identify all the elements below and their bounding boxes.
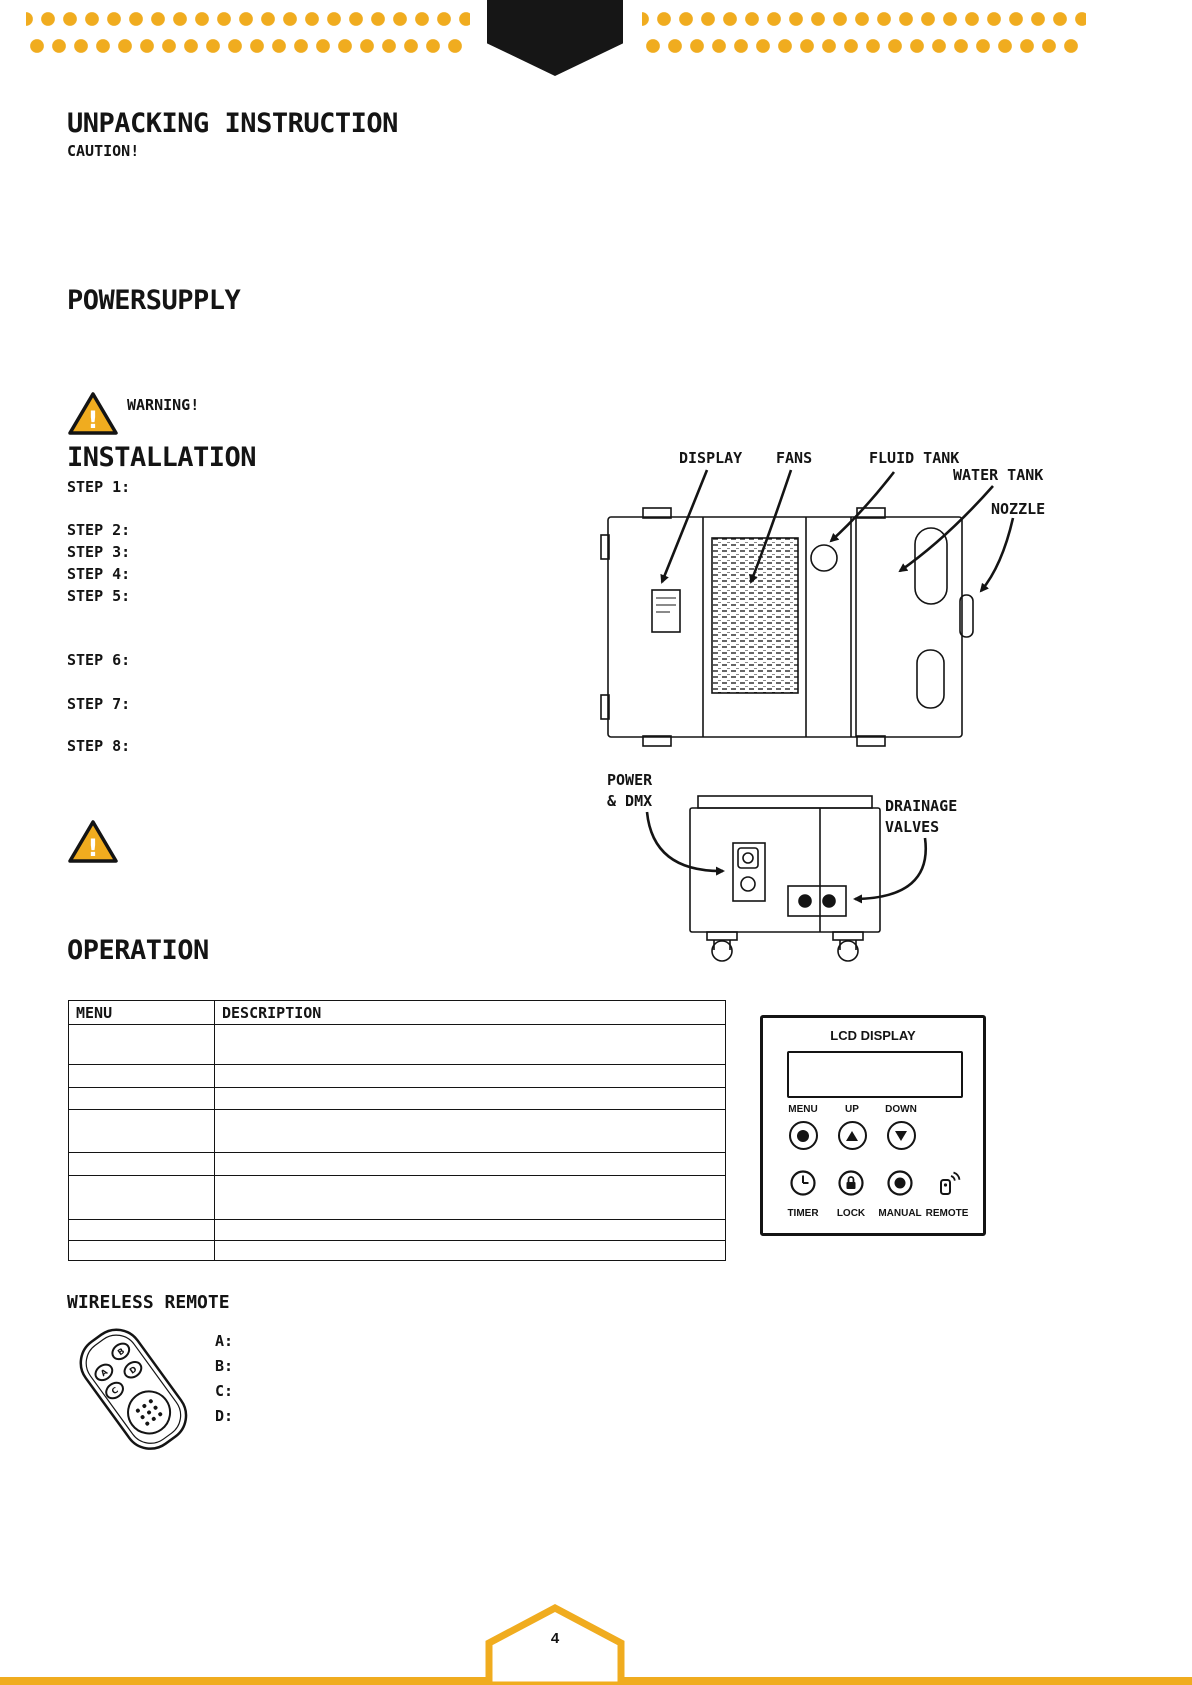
menu-button-dot xyxy=(797,1130,809,1142)
label-display: DISPLAY xyxy=(679,449,743,467)
warning-icon xyxy=(66,390,120,437)
machine-rear-view xyxy=(690,796,880,961)
remote-legend-a: A: xyxy=(215,1332,234,1350)
label-fluid-tank: FLUID TANK xyxy=(869,449,960,467)
step-label-8: STEP 8: xyxy=(67,737,131,755)
table-row xyxy=(69,1241,726,1261)
table-row xyxy=(69,1065,726,1088)
section-title-wireless-remote: WIRELESS REMOTE xyxy=(67,1292,230,1313)
arrow-power-dmx xyxy=(647,812,723,871)
label-water-tank: WATER TANK xyxy=(953,466,1044,484)
up-button xyxy=(838,1121,867,1150)
machine-diagrams xyxy=(595,440,1060,970)
caster-wheel xyxy=(838,941,858,961)
table-header-row xyxy=(69,1001,726,1025)
dots-right xyxy=(642,8,1086,60)
step-label-6: STEP 6: xyxy=(67,651,131,669)
step-label-7: STEP 7: xyxy=(67,695,131,713)
remote-legend-b: B: xyxy=(215,1357,234,1375)
section-title-unpacking: UNPACKING INSTRUCTION xyxy=(67,108,398,139)
remote-signal-icon xyxy=(932,1168,962,1198)
timer-button-label: TIMER xyxy=(787,1208,819,1219)
timer-clock-icon xyxy=(788,1168,818,1198)
lcd-screen xyxy=(787,1051,963,1098)
menu-table xyxy=(68,1000,726,1261)
display-panel xyxy=(652,590,680,632)
down-button-label: DOWN xyxy=(885,1104,917,1115)
section-title-operation: OPERATION xyxy=(67,935,209,966)
remote-button-c: C xyxy=(109,1385,120,1397)
arrow-display xyxy=(662,470,707,582)
label-power-dmx: POWER & DMX xyxy=(607,771,653,810)
lock-icon xyxy=(836,1168,866,1198)
down-arrow-icon xyxy=(895,1131,907,1141)
warning-label: WARNING! xyxy=(127,396,200,414)
table-row xyxy=(69,1110,726,1153)
warning-exclamation: ! xyxy=(87,406,99,434)
warning-icon xyxy=(66,818,120,865)
remote-legend-c: C: xyxy=(215,1382,234,1400)
step-label-3: STEP 3: xyxy=(67,543,131,561)
label-fans: FANS xyxy=(776,449,813,467)
control-panel-diagram xyxy=(760,1015,986,1236)
remote-legend-d: D: xyxy=(215,1407,234,1425)
up-arrow-icon xyxy=(846,1131,858,1141)
label-nozzle: NOZZLE xyxy=(991,500,1046,518)
step-label-2: STEP 2: xyxy=(67,521,131,539)
rear-view-arrows xyxy=(647,812,926,899)
wireless-remote-image xyxy=(46,1318,221,1463)
remote-button-b: B xyxy=(115,1346,127,1358)
table-row xyxy=(69,1220,726,1241)
lcd-display-label: LCD DISPLAY xyxy=(830,1028,916,1043)
menu-button-label: MENU xyxy=(788,1104,818,1115)
step-label-5: STEP 5: xyxy=(67,587,131,605)
arrow-fluid-tank xyxy=(831,472,894,541)
remote-button-label: REMOTE xyxy=(925,1208,969,1219)
manual-button-icon xyxy=(885,1168,915,1198)
step-label-1: STEP 1: xyxy=(67,478,131,496)
drainage-panel-shape xyxy=(788,886,846,916)
top-banner-shape xyxy=(487,0,623,76)
arrow-drainage xyxy=(855,838,926,899)
label-drainage-valves: DRAINAGE VALVES xyxy=(885,797,958,836)
arrow-nozzle xyxy=(981,518,1013,591)
remote-button-a: A xyxy=(99,1367,110,1379)
manual-button-label: MANUAL xyxy=(878,1208,922,1219)
table-row xyxy=(69,1088,726,1110)
step-label-4: STEP 4: xyxy=(67,565,131,583)
lock-button-label: LOCK xyxy=(836,1208,866,1219)
remote-button-d: D xyxy=(127,1364,139,1376)
dots-left xyxy=(26,8,470,60)
machine-front-view xyxy=(601,508,973,746)
down-button xyxy=(887,1121,916,1150)
table-row xyxy=(69,1025,726,1065)
table-header-menu: MENU xyxy=(69,1001,215,1025)
table-header-description: DESCRIPTION xyxy=(215,1001,726,1025)
menu-button xyxy=(789,1121,818,1150)
table-row xyxy=(69,1176,726,1220)
section-title-powersupply: POWERSUPPLY xyxy=(67,285,241,316)
water-tank-shape xyxy=(915,528,947,604)
caster-wheel xyxy=(712,941,732,961)
page-number: 4 xyxy=(550,1630,560,1647)
section-title-installation: INSTALLATION xyxy=(67,442,257,473)
up-button-label: UP xyxy=(845,1104,859,1115)
caution-label: CAUTION! xyxy=(67,142,140,160)
table-row xyxy=(69,1153,726,1176)
warning-exclamation: ! xyxy=(87,834,99,862)
